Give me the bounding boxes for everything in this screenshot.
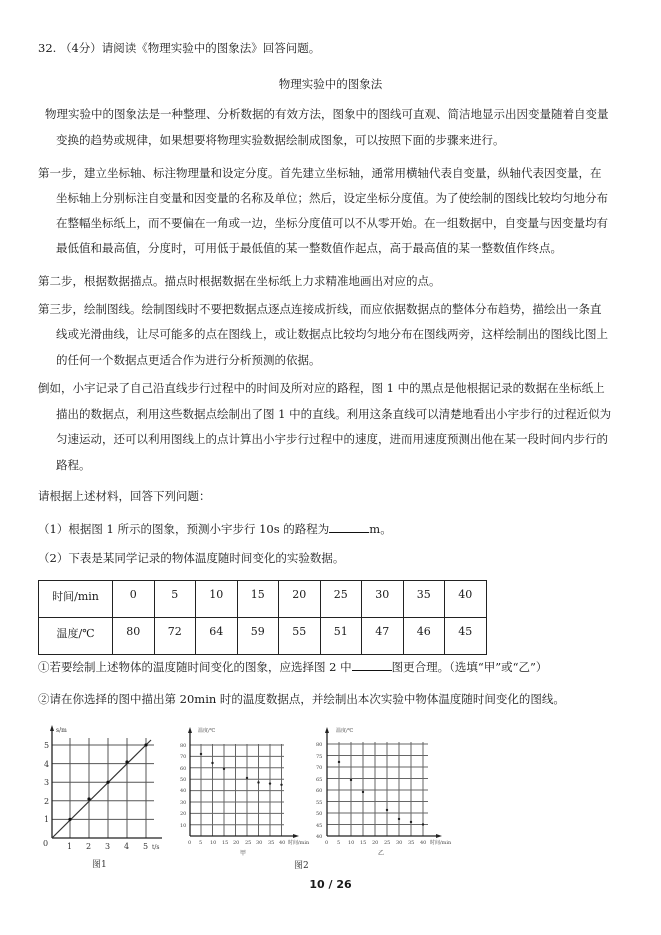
svg-text:3: 3 [44,778,50,787]
table-row-time [39,581,487,618]
svg-text:75: 75 [316,754,323,760]
temperature-cell: 64 [196,618,238,655]
svg-text:0: 0 [43,839,49,848]
step3-line-1: 第三步，绘制图线。绘制图线时不要把数据点逐点连接成折线，而应依据数据点的整体分布趋势，描绘出一条直 [38,302,602,316]
figure-jia-label: 甲 [240,850,247,857]
step1-line-1: 第一步，建立坐标轴、标注物理量和设定分度。首先建立坐标轴，通常用横轴代表自变量，纵轴代表因变量，在 [38,166,602,180]
figure-1-caption: 图1 [92,860,107,870]
svg-text:30: 30 [180,800,187,806]
figure-2-jia-chart [178,722,310,870]
svg-text:35: 35 [408,840,415,846]
question-1-unit: m。 [369,522,392,536]
svg-text:15: 15 [222,840,229,846]
temperature-table [38,580,487,655]
temperature-cell: 51 [320,618,362,655]
page-number: 10 / 26 [309,878,352,891]
time-cell: 25 [320,581,362,618]
temperature-cell: 46 [403,618,445,655]
svg-text:45: 45 [316,823,323,829]
question-header: 32. （4分）请阅读《物理实验中的图象法》回答问题。 [38,41,321,55]
svg-text:80: 80 [180,743,187,749]
svg-text:1: 1 [44,815,50,824]
question-2-1-options: 图更合理。（选填“甲”或“乙”） [391,660,548,674]
svg-text:5: 5 [199,840,203,846]
svg-text:35: 35 [268,840,275,846]
svg-text:3: 3 [105,842,111,851]
time-cell: 35 [403,581,445,618]
answer-blank-1[interactable] [329,521,369,533]
step3-line-2: 线或光滑曲线，让尽可能多的点在图线上，或让数据点比较均匀地分布在图线两旁，这样绘制出的图线比图上 [56,327,608,341]
article-title: 物理实验中的图象法 [278,77,383,91]
svg-text:20: 20 [180,811,187,817]
svg-text:50: 50 [316,811,323,817]
svg-text:5: 5 [143,842,149,851]
svg-text:1: 1 [67,842,73,851]
svg-text:70: 70 [316,765,323,771]
svg-text:20: 20 [233,840,240,846]
step1-line-3: 在整幅坐标纸上，而不要偏在一角或一边，坐标分度值可以不从零开始。在一组数据中，自变量与因变量均有 [56,216,608,230]
question-2-1 [38,659,547,674]
step3-line-3: 的任何一个数据点更适合作为进行分析预测的依据。 [56,353,321,367]
svg-text:30: 30 [256,840,263,846]
svg-text:15: 15 [360,840,367,846]
svg-text:55: 55 [316,800,323,806]
temperature-cell: 47 [362,618,404,655]
time-cell: 40 [445,581,487,618]
temperature-cell: 55 [279,618,321,655]
svg-text:20: 20 [372,840,379,846]
temperature-cell: 59 [237,618,279,655]
svg-text:60: 60 [180,766,187,772]
question-2-2: ②请在你选择的图中描出第 20min 时的温度数据点，并绘制出本次实验中物体温度随时间变化的图线。 [38,692,565,706]
time-cell: 15 [237,581,279,618]
svg-text:5: 5 [337,840,341,846]
figure-yi-label: 乙 [378,850,385,857]
question-2-1-text: ①若要绘制上述物体的温度随时间变化的图象，应选择图 2 中 [38,660,352,674]
svg-text:60: 60 [316,788,323,794]
svg-text:时间/min: 时间/min [430,840,452,846]
step2-line-1: 第二步，根据数据描点。描点时根据数据在坐标纸上力求精准地画出对应的点。 [38,274,441,288]
time-cell: 30 [362,581,404,618]
step1-line-4: 最低值和最高值，分度时，可用低于最低值的某一整数值作起点，高于最高值的某一整数值作终点。 [56,241,562,255]
table-row-temperature [39,618,487,655]
svg-text:t/s: t/s [152,844,160,851]
example-line-2: 描出的数据点，利用这些数据点绘制出了图 1 中的直线。利用这条直线可以清楚地看出小宇步行的过程近似为 [56,407,612,421]
answer-blank-2[interactable] [352,659,392,671]
svg-text:70: 70 [180,754,187,760]
svg-text:40: 40 [180,788,187,794]
svg-text:30: 30 [396,840,403,846]
question-2: （2）下表是某同学记录的物体温度随时间变化的实验数据。 [38,551,345,565]
svg-text:时间/min: 时间/min [288,840,310,846]
intro-line-1: 物理实验中的图象法是一种整理、分析数据的有效方法，图象中的图线可直观、简洁地显示出因变量随着自变量 [45,107,609,121]
figure-1-chart [34,722,164,870]
temperature-cell: 80 [113,618,155,655]
step1-line-2: 坐标轴上分别标注自变量和因变量的名称及单位；然后，设定坐标分度值。为了使绘制的图线比较均匀地分布 [56,191,608,205]
question-1-text: （1）根据图 1 所示的图象，预测小宇步行 10s 的路程为 [38,522,330,536]
temperature-cell: 72 [154,618,196,655]
svg-text:40: 40 [316,834,323,840]
example-line-1: 倒如，小宇记录了自己沿直线步行过程中的时间及所对应的路程，图 1 中的黑点是他根据记录的数据在坐标纸上 [38,381,605,395]
example-line-3: 匀速运动，还可以利用图线上的点计算出小宇步行过程中的速度，进而用速度预测出他在某一段时间内步行的 [56,432,608,446]
svg-text:25: 25 [245,840,252,846]
svg-text:4: 4 [124,842,130,851]
row-header-time: 时间/min [39,581,113,618]
svg-text:5: 5 [44,741,50,750]
prompt-text: 请根据上述材料，回答下列问题： [38,489,211,503]
svg-text:50: 50 [180,777,187,783]
svg-text:温度/℃: 温度/℃ [336,728,354,734]
svg-text:40: 40 [420,840,427,846]
figure-2-yi-chart [312,722,452,870]
time-cell: 20 [279,581,321,618]
svg-text:温度/℃: 温度/℃ [198,728,216,734]
example-line-4: 路程。 [56,458,91,472]
svg-text:0: 0 [325,840,329,846]
svg-text:25: 25 [384,840,391,846]
time-cell: 5 [154,581,196,618]
svg-text:2: 2 [86,842,92,851]
svg-text:80: 80 [316,742,323,748]
svg-text:0: 0 [188,840,192,846]
svg-text:10: 10 [180,823,187,829]
svg-text:s/m: s/m [56,727,67,734]
svg-text:10: 10 [210,840,217,846]
svg-text:40: 40 [279,840,286,846]
row-header-temperature: 温度/℃ [39,618,113,655]
time-cell: 10 [196,581,238,618]
svg-text:4: 4 [44,760,50,769]
svg-text:2: 2 [44,797,50,806]
intro-line-2: 变换的趋势或规律，如果想要将物理实验数据绘制成图象，可以按照下面的步骤来进行。 [56,133,505,147]
temperature-cell: 45 [445,618,487,655]
figure-2-caption: 图2 [294,861,309,870]
question-1 [38,521,392,536]
svg-text:10: 10 [348,840,355,846]
svg-text:65: 65 [316,777,323,783]
time-cell: 0 [113,581,155,618]
